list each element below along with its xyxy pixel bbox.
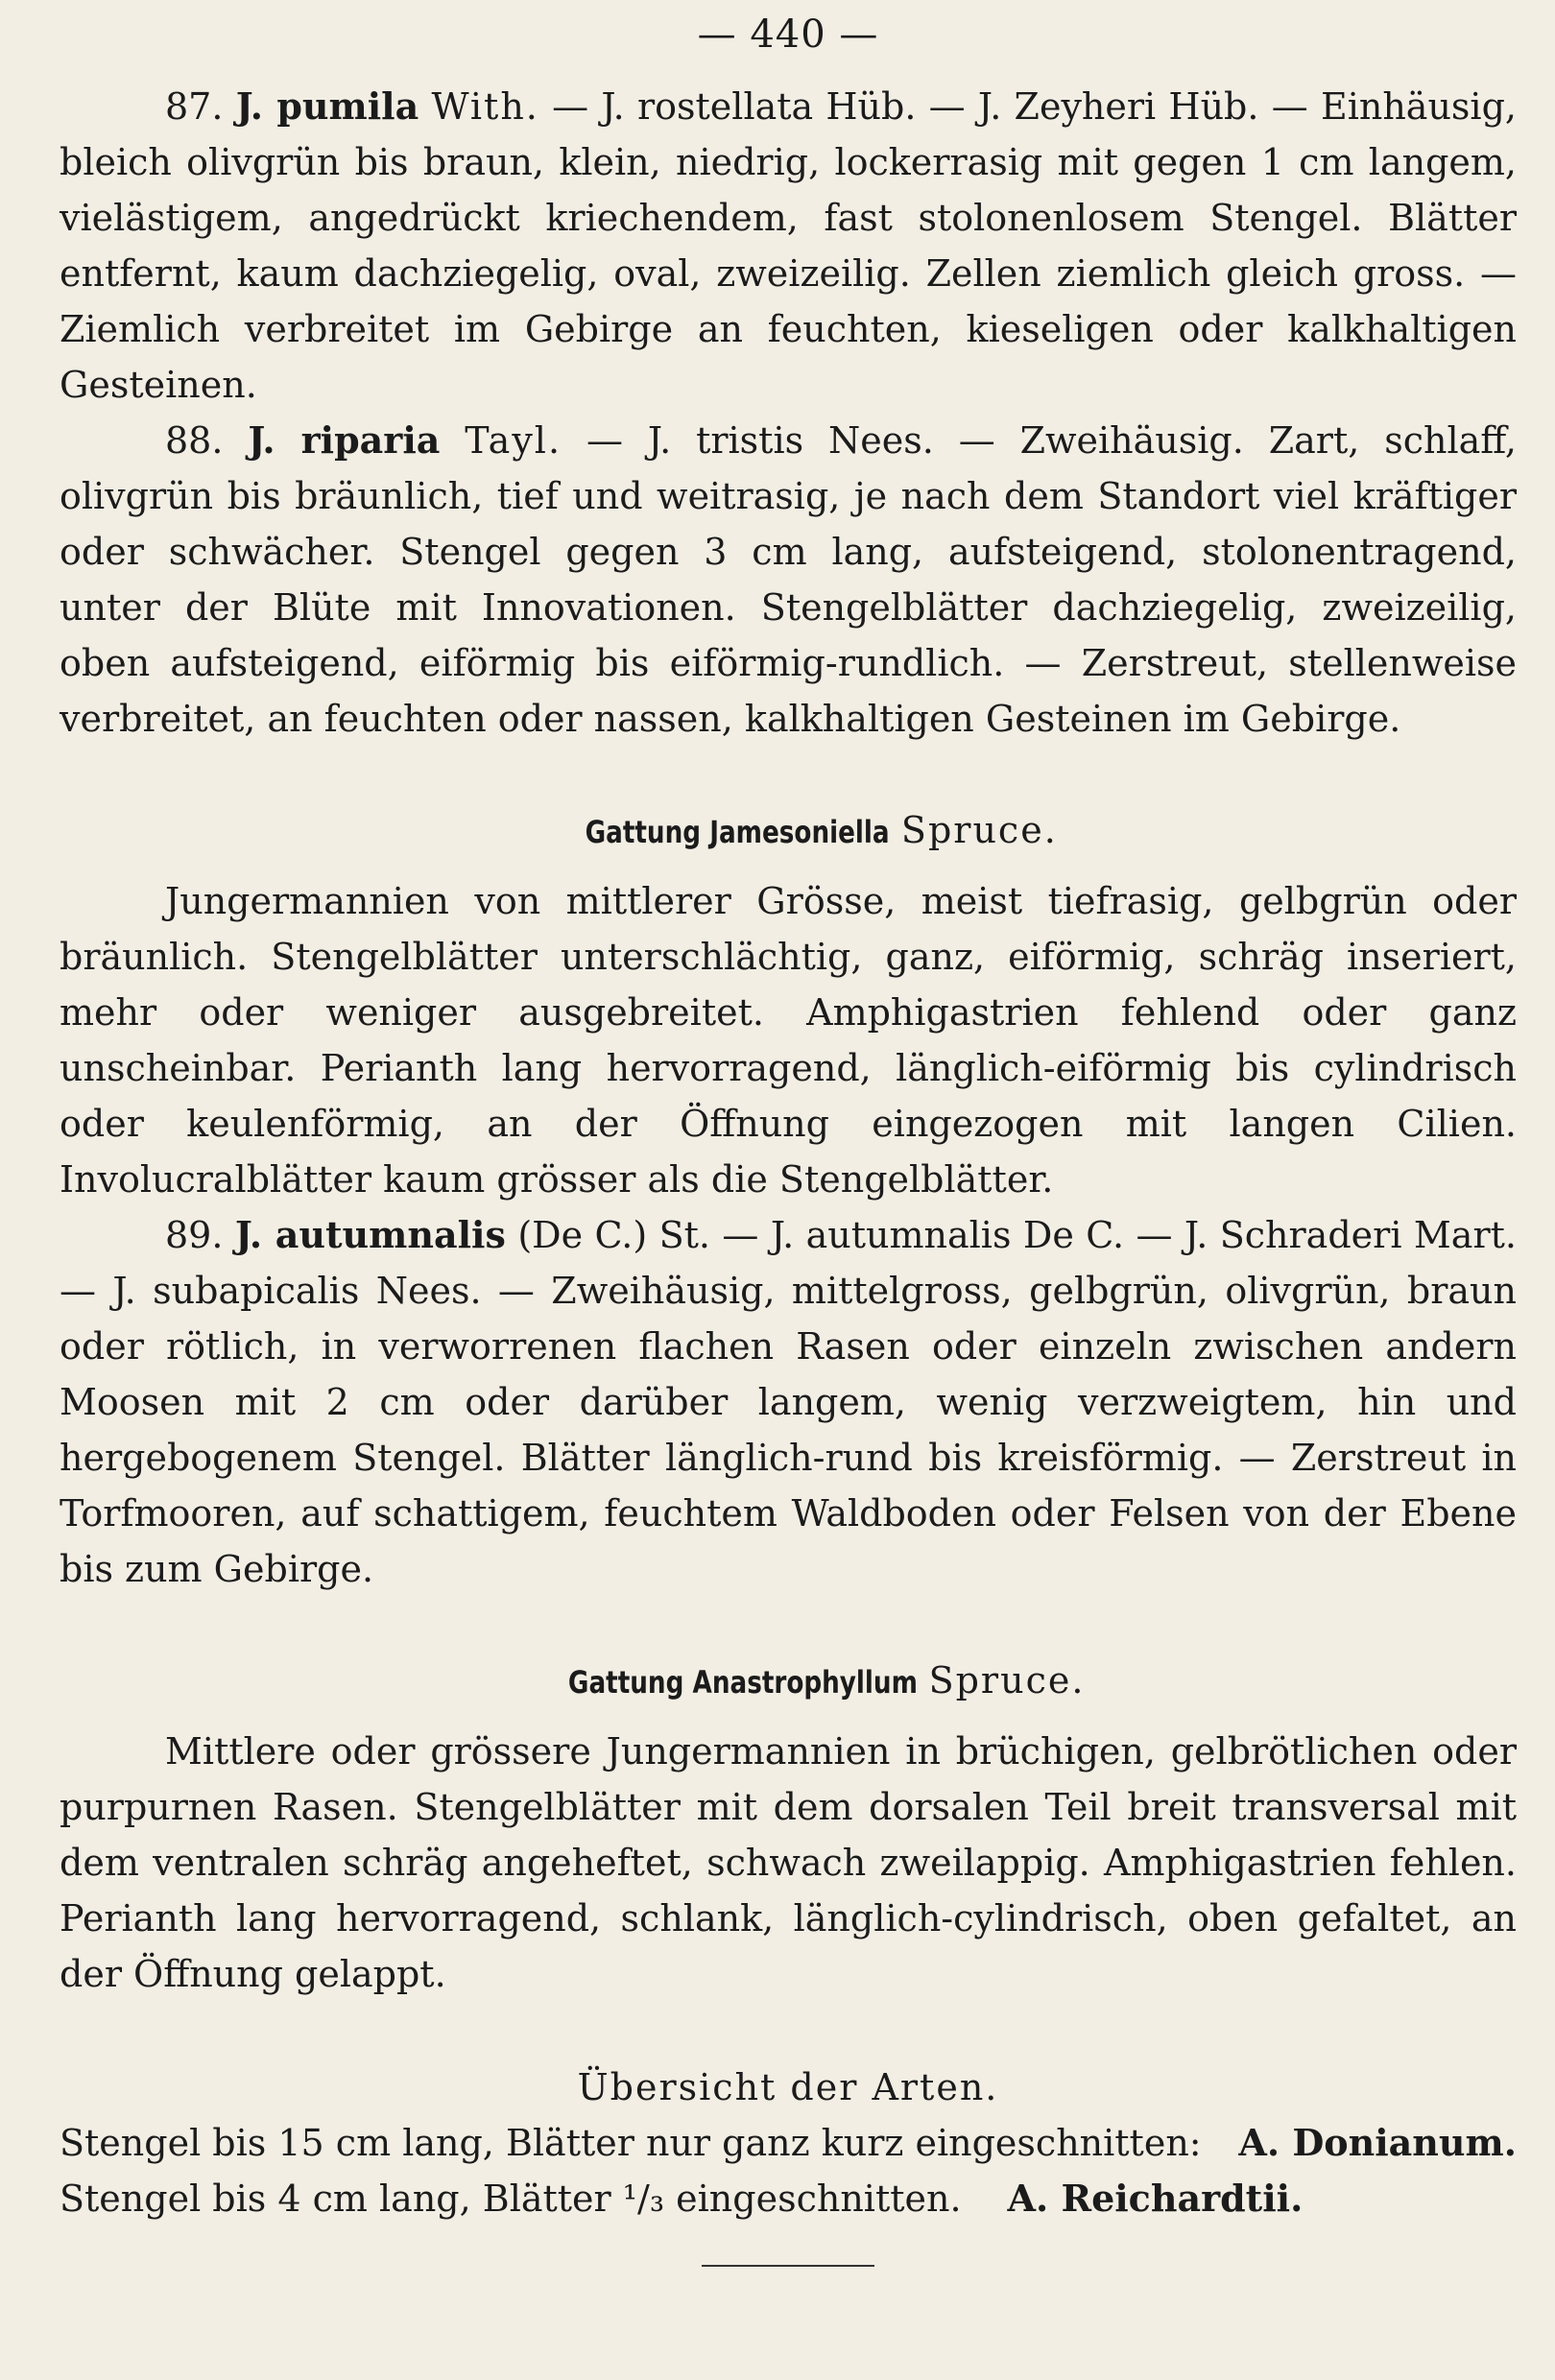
genus-author: Spruce. bbox=[900, 809, 1058, 851]
genus-description-anastrophyllum: Mittlere oder grössere Jungermannien in brüchigen, gelbrötlichen oder purpurnen Rasen. Stengelblätter mit dem dorsalen Teil breit transversal mit dem ventralen schräg angeheftet, schwach zweilappig. Amphigastrien fehlen. Perianth lang hervorragend, schlank, länglich-cylindrisch, oben gefaltet, an der Öffnung gelappt. bbox=[60, 1730, 1517, 1995]
genus-heading-jamesoniella bbox=[60, 802, 1517, 860]
species-description: — J. tristis Nees. — Zweihäusig. Zart, schlaff, olivgrün bis bräunlich, tief und weitrasig, je nach dem Standort viel kräftiger oder schwächer. Stengel gegen 3 cm lang, aufsteigend, stolonentragend, unter der Blüte mit Innovationen. Stengelblätter dachziegelig, zweizeilig, oben aufsteigend, eiförmig bis eiförmig-rundlich. — Zerstreut, stellenweise verbreitet, an feuchten oder nassen, kalkhaltigen Gesteinen im Gebirge. bbox=[60, 419, 1517, 740]
genus-description-jamesoniella: Jungermannien von mittlerer Grösse, meist tiefrasig, gelbgrün oder bräunlich. Stengelblätter unterschlächtig, ganz, eiförmig, schräg inseriert, mehr oder weniger ausgebreitet. Amphigastrien fehlend oder ganz unscheinbar. Perianth lang hervorragend, länglich-eiförmig bis cylindrisch oder keulenförmig, an der Öffnung eingezogen mit langen Cilien. Involucralblätter kaum grösser als die Stengelblätter. bbox=[60, 880, 1517, 1201]
entry-number: 87. bbox=[165, 85, 224, 128]
species-name: J. autumnalis bbox=[234, 1213, 506, 1256]
species-author: Tayl. bbox=[465, 419, 562, 462]
genus-name: Gattung Jamesoniella bbox=[585, 814, 890, 850]
entry-number: 89. bbox=[165, 1214, 224, 1256]
key-text: Stengel bis 4 cm lang, Blätter ¹/₃ eingeschnitten. bbox=[60, 2178, 962, 2220]
species-author: (De C.) St. bbox=[517, 1214, 710, 1256]
entry-number: 88. bbox=[165, 419, 224, 462]
genus-heading-anastrophyllum bbox=[60, 1653, 1517, 1710]
species-author: With. bbox=[431, 85, 539, 128]
key-text: Stengel bis 15 cm lang, Blätter nur ganz kurz eingeschnitten: bbox=[60, 2122, 1202, 2164]
page-number: — 440 — bbox=[697, 12, 879, 57]
key-species: A. Reichardtii. bbox=[1007, 2177, 1304, 2220]
species-entry-88 bbox=[60, 413, 1517, 747]
species-entry-89 bbox=[60, 1207, 1517, 1597]
key-line-1 bbox=[60, 2115, 1517, 2171]
key-line-2 bbox=[60, 2171, 1517, 2226]
species-description: — J. rostellata Hüb. — J. Zeyheri Hüb. — Einhäusig, bleich olivgrün bis braun, klein, niedrig, lockerrasig mit gegen 1 cm langem, vielästigem, angedrückt kriechendem, fast stolonenlosem Stengel. Blätter entfernt, kaum dachziegelig, oval, zweizeilig. Zellen ziemlich gleich gross. — Ziemlich verbreitet im Gebirge an feuchten, kieseligen oder kalkhaltigen Gesteinen. bbox=[60, 85, 1517, 406]
species-name: J. riparia bbox=[248, 418, 441, 462]
end-rule bbox=[702, 2265, 874, 2267]
genus-name: Gattung Anastrophyllum bbox=[567, 1664, 918, 1701]
species-name: J. pumila bbox=[235, 84, 419, 128]
key-species: A. Donianum. bbox=[1238, 2121, 1517, 2164]
species-description: — J. autumnalis De C. — J. Schraderi Mart. — J. subapicalis Nees. — Zweihäusig, mittelgross, gelbgrün, olivgrün, braun oder rötlich, in verworrenen flachen Rasen oder einzeln zwischen andern Moosen mit 2 cm oder darüber langem, wenig verzweigtem, hin und hergebogenem Stengel. Blätter länglich-rund bis kreisförmig. — Zerstreut in Torfmooren, auf schattigem, feuchtem Waldboden oder Felsen von der Ebene bis zum Gebirge. bbox=[60, 1214, 1517, 1590]
species-entry-87 bbox=[60, 79, 1517, 413]
genus-author: Spruce. bbox=[928, 1659, 1086, 1702]
overview-title: Übersicht der Arten. bbox=[577, 2066, 999, 2108]
